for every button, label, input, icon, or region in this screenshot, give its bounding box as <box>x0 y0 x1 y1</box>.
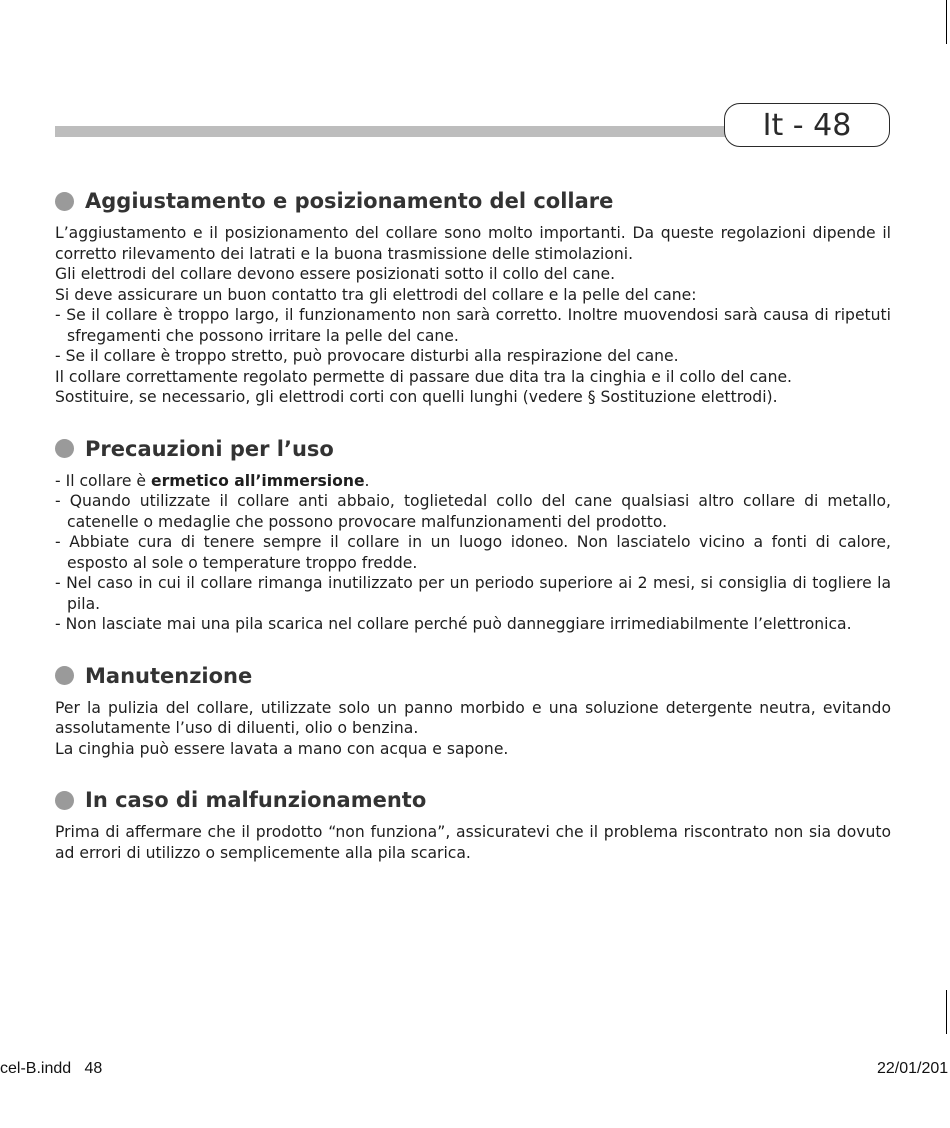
bullet-circle-icon <box>55 791 74 810</box>
section-title-text: Aggiustamento e posizionamento del collare <box>85 189 614 213</box>
bullet-circle-icon <box>55 192 74 211</box>
section-body <box>55 471 891 635</box>
bullet-circle-icon <box>55 666 74 685</box>
section-malfunction <box>55 785 891 863</box>
bullet-circle-icon <box>55 439 74 458</box>
page-content <box>55 186 891 889</box>
dash-item: - Nel caso in cui il collare rimanga inutilizzato per un periodo superiore ai 2 mesi, si consiglia di togliere la pila. <box>55 573 891 614</box>
page-number-badge <box>724 103 890 147</box>
paragraph: Il collare correttamente regolato permette di passare due dita tra la cinghia e il collo del cane. <box>55 367 793 386</box>
header-bar <box>55 126 735 137</box>
section-body <box>55 223 891 408</box>
paragraph: Prima di affermare che il prodotto “non funziona”, assicuratevi che il problema riscontrato non sia dovuto ad errori di utilizzo o semplicemente alla pila scarica. <box>55 823 891 862</box>
paragraph: Sostituire, se necessario, gli elettrodi corti con quelli lunghi (vedere § Sostituzione elettrodi). <box>55 388 778 406</box>
footer-date-label: 22/01/201 <box>877 1060 949 1077</box>
dash-item: - Se il collare è troppo largo, il funzionamento non sarà corretto. Inoltre muovendosi sarà causa di ripetuti sfregamenti che possono irritare la pelle del cane. <box>55 305 891 346</box>
section-title-text: Manutenzione <box>85 663 253 688</box>
section-title-text: Precauzioni per l’uso <box>85 436 334 461</box>
paragraph: La cinghia può essere lavata a mano con acqua e sapone. <box>55 739 509 758</box>
section-maintenance <box>55 661 891 760</box>
paragraph: Gli elettrodi del collare devono essere posizionati sotto il collo del cane. <box>55 265 616 283</box>
dash-item: - Abbiate cura di tenere sempre il collare in un luogo idoneo. Non lasciatelo vicino a fonti di calore, esposto al sole o temperature troppo fredde. <box>55 532 891 573</box>
footer-file-label: cel-B.indd 48 <box>0 1060 103 1077</box>
crop-mark-top <box>946 0 947 44</box>
section-body <box>55 698 891 760</box>
section-title <box>55 186 891 216</box>
paragraph: Per la pulizia del collare, utilizzate solo un panno morbido e una soluzione detergente neutra, evitando assolutamente l’uso di diluenti, olio o benzina. <box>55 698 891 737</box>
section-adjustment <box>55 186 891 408</box>
text-run: . <box>364 471 370 490</box>
section-title <box>55 785 891 815</box>
dash-item <box>55 471 891 492</box>
paragraph: Si deve assicurare un buon contatto tra gli elettrodi del collare e la pelle del cane: <box>55 285 697 304</box>
section-title <box>55 661 891 691</box>
section-precautions <box>55 434 891 635</box>
section-title <box>55 434 891 464</box>
dash-item: - Quando utilizzate il collare anti abbaio, toglietedal collo del cane qualsiasi altro collare di metallo, catenelle o medaglie che possono provocare malfunzionamenti del prodotto. <box>55 491 891 532</box>
paragraph: L’aggiustamento e il posizionamento del collare sono molto importanti. Da queste regolazioni dipende il corretto rilevamento dei latrati e la buona trasmissione delle stimolazioni. <box>55 224 891 263</box>
crop-mark-bottom <box>946 990 947 1034</box>
section-title-text: In caso di malfunzionamento <box>85 788 427 812</box>
page-number-label: It - 48 <box>762 107 852 143</box>
dash-item: - Se il collare è troppo stretto, può provocare disturbi alla respirazione del cane. <box>55 346 891 367</box>
dash-item: - Non lasciate mai una pila scarica nel collare perché può danneggiare irrimediabilmente l’elettronica. <box>55 614 891 635</box>
bold-text: ermetico all’immersione <box>151 471 365 490</box>
section-body <box>55 822 891 863</box>
text-run: Il collare è <box>65 471 151 490</box>
